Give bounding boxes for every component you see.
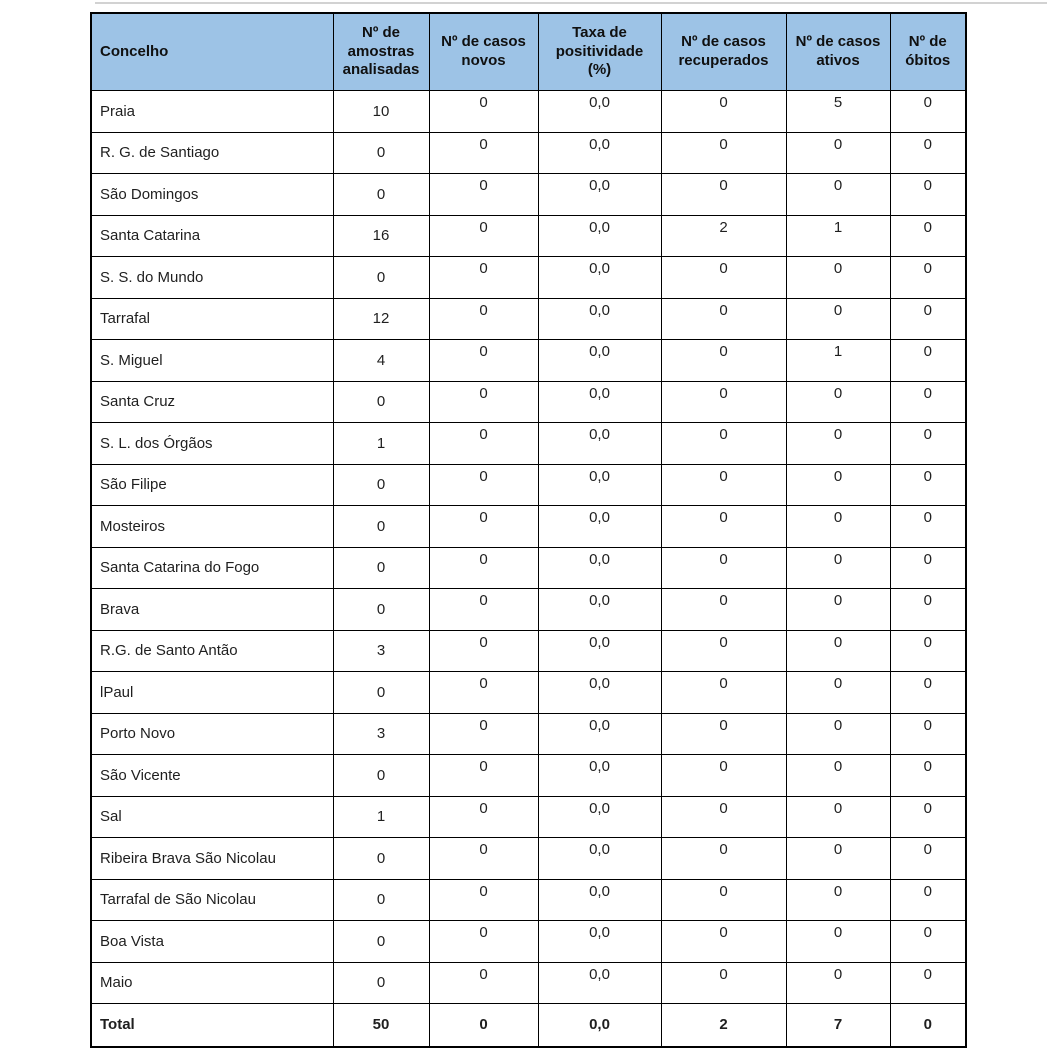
table-row [91, 879, 966, 921]
cell-amostras: 0 [333, 257, 429, 299]
cell-novos: 0 [429, 755, 538, 797]
cell-novos: 0 [429, 962, 538, 1004]
cell-concelho: Maio [91, 962, 333, 1004]
cell-obitos: 0 [890, 630, 966, 672]
cell-obitos: 0 [890, 589, 966, 631]
cell-amostras: 4 [333, 340, 429, 382]
top-divider-rule [95, 2, 1047, 4]
total-obitos: 0 [890, 1004, 966, 1047]
table-row [91, 423, 966, 465]
cell-recuperados: 0 [661, 672, 786, 714]
cell-novos: 0 [429, 464, 538, 506]
table-row [91, 838, 966, 880]
header-taxa-positividade: Taxa de positividade (%) [538, 13, 661, 91]
cell-recuperados: 0 [661, 713, 786, 755]
table-row [91, 672, 966, 714]
cell-obitos: 0 [890, 423, 966, 465]
cell-recuperados: 0 [661, 132, 786, 174]
cell-amostras: 12 [333, 298, 429, 340]
table-row [91, 506, 966, 548]
table-row [91, 215, 966, 257]
cell-concelho: R.G. de Santo Antão [91, 630, 333, 672]
header-row [91, 13, 966, 91]
covid-concelho-table [90, 12, 967, 1048]
table-row [91, 713, 966, 755]
cell-recuperados: 0 [661, 879, 786, 921]
cell-recuperados: 2 [661, 215, 786, 257]
cell-taxa: 0,0 [538, 755, 661, 797]
table-row [91, 257, 966, 299]
cell-concelho: Porto Novo [91, 713, 333, 755]
cell-obitos: 0 [890, 91, 966, 133]
header-amostras: Nº de amostras analisadas [333, 13, 429, 91]
cell-novos: 0 [429, 589, 538, 631]
cell-taxa: 0,0 [538, 672, 661, 714]
cell-novos: 0 [429, 838, 538, 880]
cell-recuperados: 0 [661, 340, 786, 382]
table-row [91, 921, 966, 963]
cell-obitos: 0 [890, 257, 966, 299]
cell-recuperados: 0 [661, 91, 786, 133]
cell-ativos: 0 [786, 423, 890, 465]
cell-ativos: 0 [786, 713, 890, 755]
cell-obitos: 0 [890, 215, 966, 257]
cell-ativos: 0 [786, 381, 890, 423]
cell-taxa: 0,0 [538, 464, 661, 506]
cell-amostras: 0 [333, 174, 429, 216]
cell-taxa: 0,0 [538, 423, 661, 465]
cell-amostras: 10 [333, 91, 429, 133]
table-row [91, 589, 966, 631]
cell-recuperados: 0 [661, 423, 786, 465]
cell-taxa: 0,0 [538, 381, 661, 423]
cell-recuperados: 0 [661, 257, 786, 299]
cell-concelho: Santa Catarina [91, 215, 333, 257]
cell-recuperados: 0 [661, 796, 786, 838]
cell-concelho: São Vicente [91, 755, 333, 797]
cell-ativos: 0 [786, 755, 890, 797]
cell-concelho: Boa Vista [91, 921, 333, 963]
table-row [91, 174, 966, 216]
cell-concelho: S. S. do Mundo [91, 257, 333, 299]
cell-obitos: 0 [890, 381, 966, 423]
cell-obitos: 0 [890, 464, 966, 506]
cell-obitos: 0 [890, 298, 966, 340]
cell-obitos: 0 [890, 547, 966, 589]
cell-concelho: R. G. de Santiago [91, 132, 333, 174]
cell-taxa: 0,0 [538, 838, 661, 880]
header-concelho: Concelho [91, 13, 333, 91]
table-body [91, 91, 966, 1004]
cell-recuperados: 0 [661, 589, 786, 631]
cell-obitos: 0 [890, 962, 966, 1004]
cell-taxa: 0,0 [538, 91, 661, 133]
cell-ativos: 1 [786, 215, 890, 257]
cell-amostras: 3 [333, 630, 429, 672]
table-row [91, 91, 966, 133]
cell-novos: 0 [429, 257, 538, 299]
table-row [91, 796, 966, 838]
cell-obitos: 0 [890, 755, 966, 797]
cell-amostras: 3 [333, 713, 429, 755]
table-row [91, 381, 966, 423]
cell-novos: 0 [429, 713, 538, 755]
cell-novos: 0 [429, 506, 538, 548]
total-ativos: 7 [786, 1004, 890, 1047]
cell-concelho: Sal [91, 796, 333, 838]
cell-amostras: 0 [333, 506, 429, 548]
cell-novos: 0 [429, 132, 538, 174]
cell-amostras: 0 [333, 755, 429, 797]
cell-ativos: 0 [786, 589, 890, 631]
cell-taxa: 0,0 [538, 921, 661, 963]
cell-recuperados: 0 [661, 630, 786, 672]
cell-amostras: 0 [333, 589, 429, 631]
cell-recuperados: 0 [661, 921, 786, 963]
cell-novos: 0 [429, 340, 538, 382]
cell-ativos: 0 [786, 962, 890, 1004]
cell-concelho: Tarrafal de São Nicolau [91, 879, 333, 921]
cell-concelho: Tarrafal [91, 298, 333, 340]
cell-recuperados: 0 [661, 962, 786, 1004]
cell-amostras: 1 [333, 796, 429, 838]
cell-ativos: 0 [786, 506, 890, 548]
cell-novos: 0 [429, 215, 538, 257]
cell-recuperados: 0 [661, 506, 786, 548]
header-obitos: Nº de óbitos [890, 13, 966, 91]
total-recuperados: 2 [661, 1004, 786, 1047]
cell-concelho: lPaul [91, 672, 333, 714]
cell-taxa: 0,0 [538, 547, 661, 589]
cell-recuperados: 0 [661, 464, 786, 506]
cell-taxa: 0,0 [538, 962, 661, 1004]
cell-recuperados: 0 [661, 381, 786, 423]
cell-novos: 0 [429, 174, 538, 216]
cell-obitos: 0 [890, 132, 966, 174]
cell-novos: 0 [429, 672, 538, 714]
cell-taxa: 0,0 [538, 215, 661, 257]
cell-recuperados: 0 [661, 755, 786, 797]
table-total-section [91, 1004, 966, 1047]
cell-ativos: 0 [786, 838, 890, 880]
cell-taxa: 0,0 [538, 506, 661, 548]
cell-ativos: 0 [786, 132, 890, 174]
cell-concelho: Santa Catarina do Fogo [91, 547, 333, 589]
cell-ativos: 0 [786, 672, 890, 714]
table-row [91, 962, 966, 1004]
cell-ativos: 5 [786, 91, 890, 133]
cell-amostras: 0 [333, 921, 429, 963]
cell-taxa: 0,0 [538, 589, 661, 631]
cell-amostras: 0 [333, 547, 429, 589]
cell-concelho: Ribeira Brava São Nicolau [91, 838, 333, 880]
cell-obitos: 0 [890, 174, 966, 216]
cell-amostras: 1 [333, 423, 429, 465]
cell-concelho: Praia [91, 91, 333, 133]
cell-taxa: 0,0 [538, 630, 661, 672]
cell-amostras: 16 [333, 215, 429, 257]
cell-taxa: 0,0 [538, 879, 661, 921]
cell-ativos: 0 [786, 174, 890, 216]
cell-ativos: 0 [786, 464, 890, 506]
total-amostras: 50 [333, 1004, 429, 1047]
cell-novos: 0 [429, 91, 538, 133]
cell-concelho: Brava [91, 589, 333, 631]
cell-obitos: 0 [890, 796, 966, 838]
table-header [91, 13, 966, 91]
cell-concelho: Santa Cruz [91, 381, 333, 423]
cell-amostras: 0 [333, 464, 429, 506]
table-row [91, 547, 966, 589]
table-row [91, 630, 966, 672]
cell-recuperados: 0 [661, 547, 786, 589]
table-row [91, 464, 966, 506]
table-row [91, 340, 966, 382]
cell-amostras: 0 [333, 132, 429, 174]
table-row [91, 755, 966, 797]
total-casos-novos: 0 [429, 1004, 538, 1047]
cell-taxa: 0,0 [538, 796, 661, 838]
cell-amostras: 0 [333, 672, 429, 714]
header-casos-recuperados: Nº de casos recuperados [661, 13, 786, 91]
cell-amostras: 0 [333, 962, 429, 1004]
cell-taxa: 0,0 [538, 132, 661, 174]
total-label: Total [91, 1004, 333, 1047]
cell-amostras: 0 [333, 838, 429, 880]
header-casos-ativos: Nº de casos ativos [786, 13, 890, 91]
cell-ativos: 0 [786, 796, 890, 838]
cell-amostras: 0 [333, 381, 429, 423]
header-casos-novos: Nº de casos novos [429, 13, 538, 91]
cell-concelho: Mosteiros [91, 506, 333, 548]
cell-novos: 0 [429, 298, 538, 340]
cell-novos: 0 [429, 381, 538, 423]
cell-taxa: 0,0 [538, 713, 661, 755]
cell-ativos: 0 [786, 921, 890, 963]
cell-novos: 0 [429, 630, 538, 672]
cell-obitos: 0 [890, 879, 966, 921]
cell-taxa: 0,0 [538, 174, 661, 216]
cell-obitos: 0 [890, 713, 966, 755]
cell-novos: 0 [429, 879, 538, 921]
table-row [91, 132, 966, 174]
table-row [91, 298, 966, 340]
cell-recuperados: 0 [661, 838, 786, 880]
cell-ativos: 0 [786, 630, 890, 672]
cell-ativos: 0 [786, 879, 890, 921]
cell-taxa: 0,0 [538, 257, 661, 299]
cell-obitos: 0 [890, 838, 966, 880]
cell-ativos: 0 [786, 257, 890, 299]
cell-obitos: 0 [890, 921, 966, 963]
cell-ativos: 0 [786, 298, 890, 340]
cell-recuperados: 0 [661, 298, 786, 340]
cell-concelho: S. L. dos Órgãos [91, 423, 333, 465]
cell-ativos: 0 [786, 547, 890, 589]
total-taxa: 0,0 [538, 1004, 661, 1047]
cell-concelho: São Filipe [91, 464, 333, 506]
cell-novos: 0 [429, 547, 538, 589]
cell-novos: 0 [429, 423, 538, 465]
cell-taxa: 0,0 [538, 340, 661, 382]
cell-obitos: 0 [890, 672, 966, 714]
cell-amostras: 0 [333, 879, 429, 921]
cell-concelho: São Domingos [91, 174, 333, 216]
cell-recuperados: 0 [661, 174, 786, 216]
total-row [91, 1004, 966, 1047]
cell-obitos: 0 [890, 340, 966, 382]
cell-taxa: 0,0 [538, 298, 661, 340]
cell-obitos: 0 [890, 506, 966, 548]
cell-novos: 0 [429, 796, 538, 838]
cell-novos: 0 [429, 921, 538, 963]
cell-ativos: 1 [786, 340, 890, 382]
cell-concelho: S. Miguel [91, 340, 333, 382]
